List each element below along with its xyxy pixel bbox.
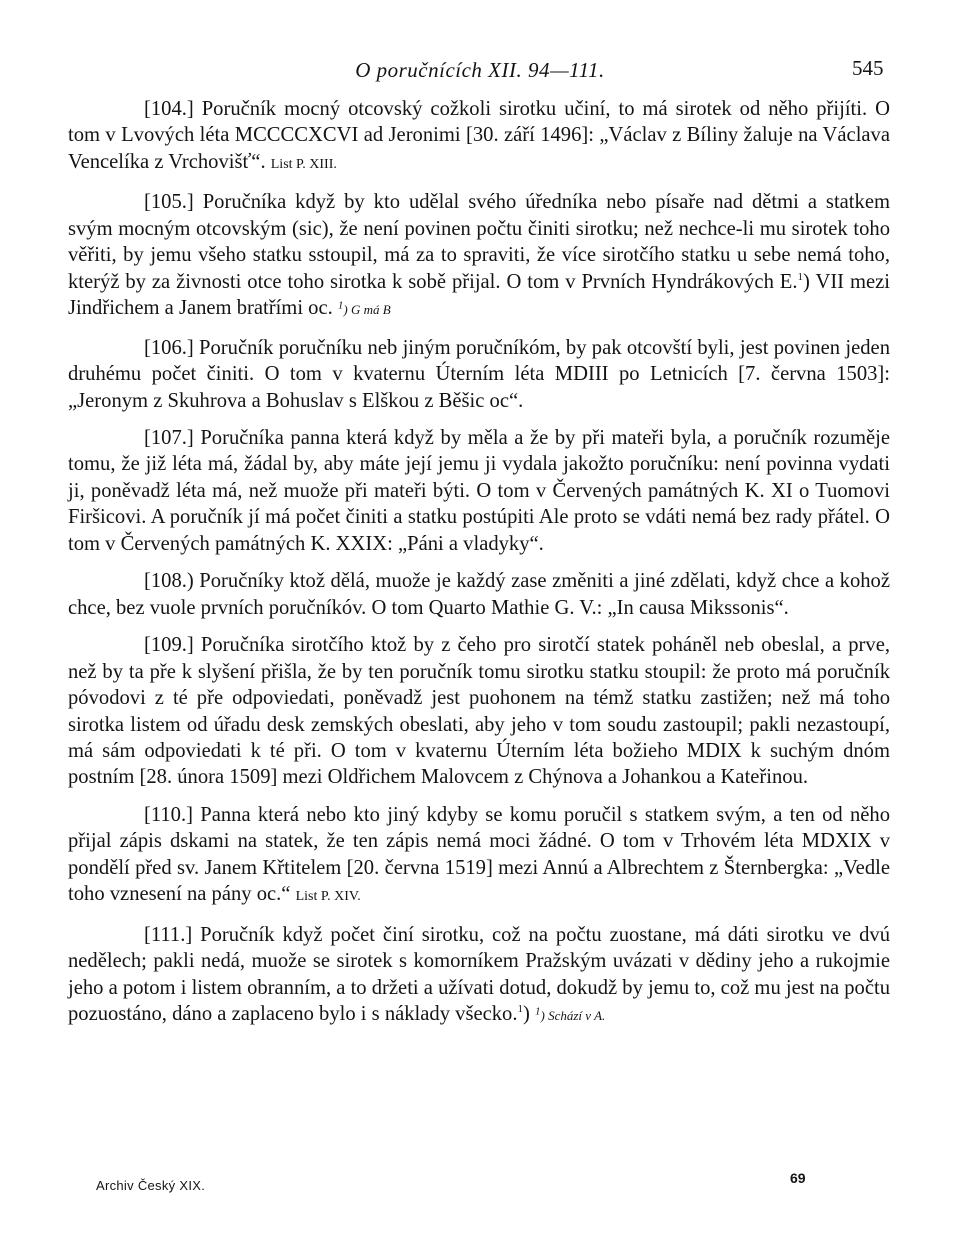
text-block	[68, 96, 890, 1041]
paragraph-text: [109.] Poručníka sirotčího ktož by z čeho pro sirotčí statek poháněl neb obeslal, a prve, než by ta pře k slyšení přišla, že by ten poručník tomu sirotku statku stoupil: že proto má poručník póvodovi z té pře odpoviedati, poněvadž jest puohonem na témž statku zastižen; než má toho sirotka listem od úřadu desk zemských obeslati, aby jeho v tom soudu zastoupil; pakli nezastoupí, má sám odpoviedati k té při. O tom v kvaternu Úterním léta božieho MDIX k suchým dnóm postním [28. února 1509] mezi Oldřichem Malovcem z Chýnova a Johankou a Kateřinou.	[68, 634, 890, 789]
paragraph-text: [105.] Poručníka když by kto udělal svého úředníka nebo písaře nad dětmi a statkem svým mocným otcovským (sic), že není povinen počtu činiti sirotku; než nechce-li mu sirotek toho věřiti, by jemu všeho statku sstoupil, má za to spraviti, že více sirotčího statku u sebe nemá toho, kterýž by za živnosti otce toho sirotka k sobě přijal. O tom v Prvních Hyndrákových E.	[68, 191, 890, 293]
paragraph-107	[68, 425, 890, 557]
running-title: O poručnících XII. 94—111.	[355, 58, 605, 82]
paragraph-text-continued: )	[523, 1003, 536, 1026]
paragraph-text: [104.] Poručník mocný otcovský cožkoli sirotku učiní, to má sirotek od něho přijíti. O tom v Lvových léta MCCCCXCVI ad Jeronimi [30. září 1496]: „Václav z Bíliny žaluje na Václava Vencelíka z Vrchovišť“.	[68, 98, 890, 173]
footer-signature: Archiv Český XIX.	[96, 1178, 206, 1193]
paragraph-text: [106.] Poručník poručníku neb jiným poručníkóm, by pak otcovští byli, jest povinen jeden druhému počet činiti. O tom v kvaternu Úterním léta MDIII po Letnicích [7. června 1503]: „Jeronym z Skuhrova a Bohuslav s Elškou z Běšic oc“.	[68, 336, 890, 412]
footnote-text: ) G má B	[343, 302, 391, 318]
paragraph-106	[68, 335, 890, 414]
page-number: 545	[852, 56, 884, 80]
paragraph-text: [111.] Poručník když počet činí sirotku, což na počtu zuostane, má dáti sirotku ve dvú nedělech; pakli nedá, muože se sirotek s komorníkem Pražským uvázati v dědiny jeho a rukojmie jeho a potom i listem obranním, a to držeti a užívati dotud, dokudž by jemu to, což mu jest na počtu pozuostáno, dáno a zaplaceno bylo i s náklady všecko.	[68, 923, 890, 1026]
footnote-mark: 1	[337, 299, 344, 312]
paragraph-108	[68, 568, 890, 621]
margin-note: List P. XIII.	[270, 156, 337, 172]
paragraph-text-continued: ) VII mezi Jindřichem a Janem bratřími oc.	[68, 270, 890, 320]
margin-note: List P. XIV.	[295, 889, 361, 905]
footer-sheet-number: 69	[790, 1170, 806, 1186]
footnote	[535, 1005, 606, 1024]
paragraph-110	[68, 802, 890, 911]
paragraph-text: [108.) Poručníky ktož dělá, muože je každý zase změniti a jiné zdělati, když chce a kohož chce, bez vuole prvních poručníkóv. O tom Quarto Mathie G. V.: „In causa Mikssonis“.	[68, 570, 890, 619]
paragraph-111	[68, 922, 890, 1030]
paragraph-text: [107.] Poručníka panna která když by měla a že by při mateři byla, a poručník rozuměje tomu, že již léta má, žádal by, aby máte její jemu ji vydala jakožto poručníku: není povinna vydati ji, poněvadž léta má, než muože při mateři býti. O tom v Červených památných K. XI o Tuomovi Firšicovi. A poručník jí má počet činiti a statku postúpiti Ale proto se vdáti nemá bez rady přátel. O tom v Červených památných K. XXIX: „Páni a vladyky“.	[68, 426, 890, 555]
paragraph-105	[68, 189, 890, 323]
paragraph-109	[68, 632, 890, 791]
paragraph-text: [110.] Panna která nebo kto jiný kdyby se komu poručil s statkem svým, a ten od něho přijal zápis dskami na statek, že ten zápis nemá moci žádné. O tom v Trhovém léta MDXIX v pondělí před sv. Janem Křtitelem [20. června 1519] mezi Annú a Albrechtem z Šternbergka: „Vedle toho vznesení na pány oc.“	[68, 803, 890, 906]
footnote-ref-mark: 1	[797, 270, 804, 283]
footnote	[337, 299, 391, 318]
paragraph-104	[68, 96, 890, 178]
footnote-mark: 1	[535, 1005, 541, 1018]
footnote-text: ) Schází v A.	[540, 1008, 606, 1024]
footnote-ref-mark: 1	[517, 1003, 523, 1016]
